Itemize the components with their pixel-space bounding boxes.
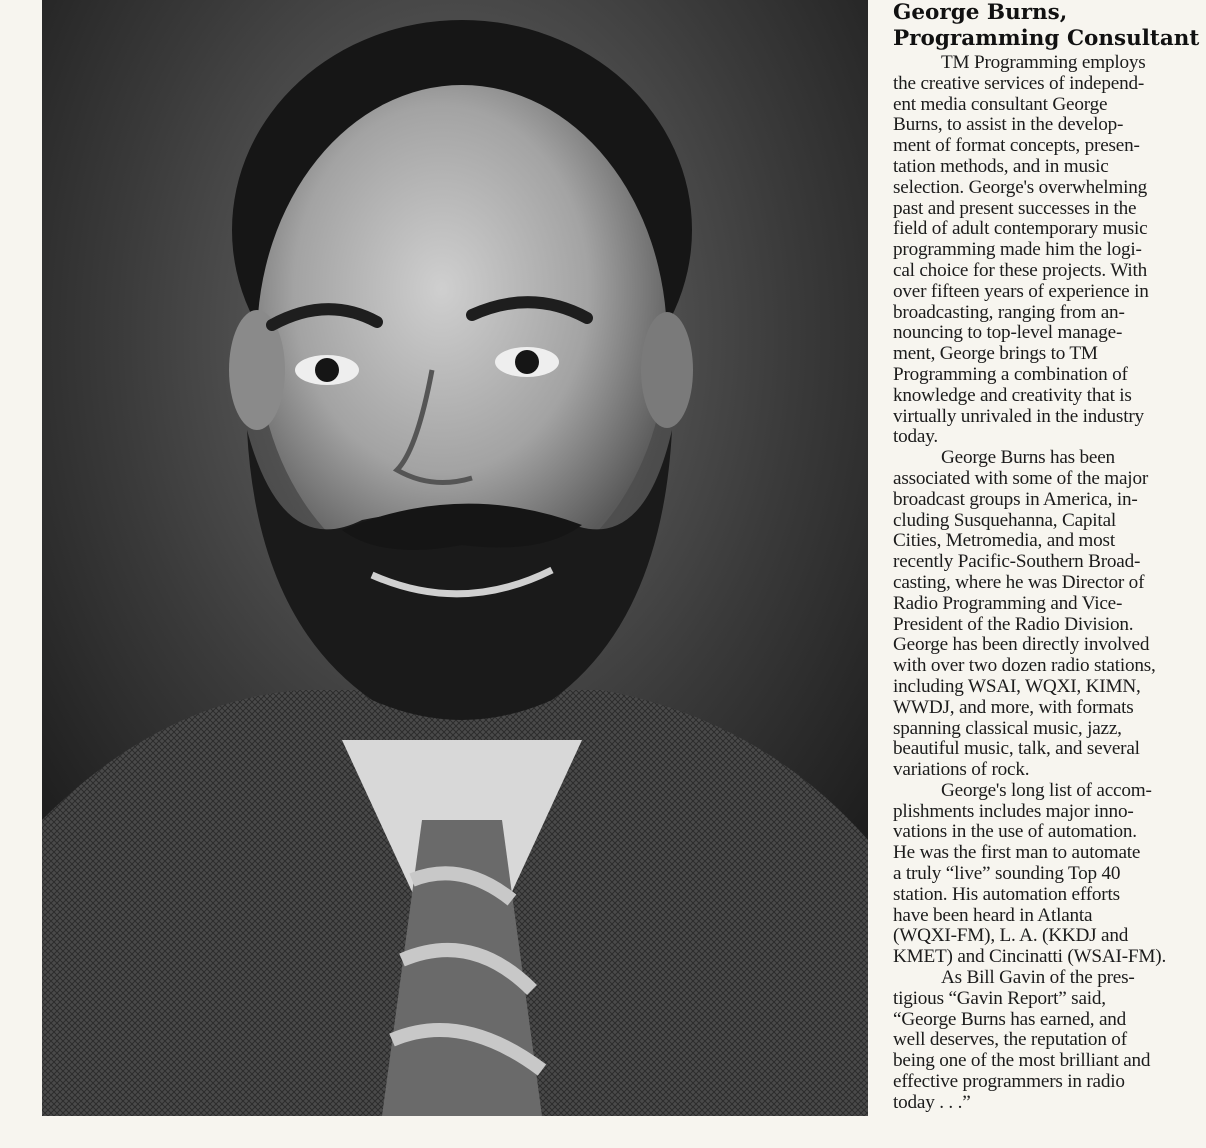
- body-line: plishments includes major inno-: [893, 800, 1134, 822]
- paragraph-start-line: TM Programming employs: [941, 52, 1146, 73]
- article-headline: [893, 0, 1203, 52]
- portrait-photo: [42, 0, 868, 1116]
- body-line: casting, where he was Director of: [893, 571, 1145, 593]
- paragraph-start-line: George's long list of accom-: [941, 779, 1152, 801]
- paragraph-start-line: As Bill Gavin of the pres-: [941, 967, 1135, 989]
- headline-title: Programming Consultant: [893, 26, 1200, 51]
- body-line: being one of the most brilliant and: [893, 1050, 1151, 1072]
- body-line: vations in the use of automation.: [893, 821, 1137, 843]
- body-line: broadcast groups in America, in-: [893, 488, 1138, 510]
- body-line: today.: [893, 426, 938, 448]
- body-line: recently Pacific-Southern Broad-: [893, 551, 1141, 573]
- body-line: Burns, to assist in the develop-: [893, 114, 1124, 136]
- portrait-illustration: [42, 0, 868, 1116]
- body-line: (WQXI-FM), L. A. (KKDJ and: [893, 925, 1129, 947]
- body-line: cluding Susquehanna, Capital: [893, 509, 1117, 531]
- body-line: George has been directly involved: [893, 634, 1150, 656]
- body-line: station. His automation efforts: [893, 883, 1120, 905]
- body-line: programming made him the logi-: [893, 239, 1142, 261]
- body-line: WWDJ, and more, with formats: [893, 696, 1134, 718]
- article-column: [893, 0, 1203, 1148]
- body-line: He was the first man to automate: [893, 842, 1141, 864]
- body-line: the creative services of independ-: [893, 72, 1145, 94]
- body-line: tigious “Gavin Report” said,: [893, 987, 1106, 1009]
- body-line: President of the Radio Division.: [893, 613, 1134, 635]
- body-line: associated with some of the major: [893, 467, 1149, 489]
- body-line: cal choice for these projects. With: [893, 259, 1147, 281]
- body-line: variations of rock.: [893, 759, 1030, 781]
- body-line: beautiful music, talk, and several: [893, 738, 1140, 760]
- article-body: [893, 53, 1203, 1114]
- body-line: tation methods, and in music: [893, 155, 1109, 177]
- body-line: including WSAI, WQXI, KIMN,: [893, 675, 1141, 697]
- body-line: with over two dozen radio stations,: [893, 655, 1156, 677]
- body-line: ment of format concepts, presen-: [893, 135, 1140, 157]
- body-line: KMET) and Cincinatti (WSAI-FM).: [893, 946, 1167, 968]
- body-line: ent media consultant George: [893, 93, 1108, 115]
- body-line: Cities, Metromedia, and most: [893, 530, 1115, 552]
- body-line: broadcasting, ranging from an-: [893, 301, 1125, 323]
- body-line: well deserves, the reputation of: [893, 1029, 1127, 1051]
- headline-name: George Burns,: [893, 0, 1068, 25]
- body-line: “George Burns has earned, and: [893, 1008, 1127, 1030]
- body-line: selection. George's overwhelming: [893, 176, 1148, 198]
- body-line: knowledge and creativity that is: [893, 384, 1132, 406]
- paragraph-start-line: George Burns has been: [941, 447, 1115, 469]
- body-line: today . . .”: [893, 1091, 971, 1113]
- body-line: ment, George brings to TM: [893, 343, 1098, 365]
- body-line: nouncing to top-level manage-: [893, 322, 1123, 344]
- body-line: a truly “live” sounding Top 40: [893, 863, 1121, 885]
- body-line: Radio Programming and Vice-: [893, 592, 1123, 614]
- body-line: over fifteen years of experience in: [893, 280, 1149, 302]
- body-line: virtually unrivaled in the industry: [893, 405, 1144, 427]
- body-line: effective programmers in radio: [893, 1071, 1125, 1093]
- body-line: have been heard in Atlanta: [893, 904, 1093, 926]
- body-line: field of adult contemporary music: [893, 218, 1148, 240]
- body-line: Programming a combination of: [893, 363, 1128, 385]
- body-line: past and present successes in the: [893, 197, 1137, 219]
- body-line: spanning classical music, jazz,: [893, 717, 1122, 739]
